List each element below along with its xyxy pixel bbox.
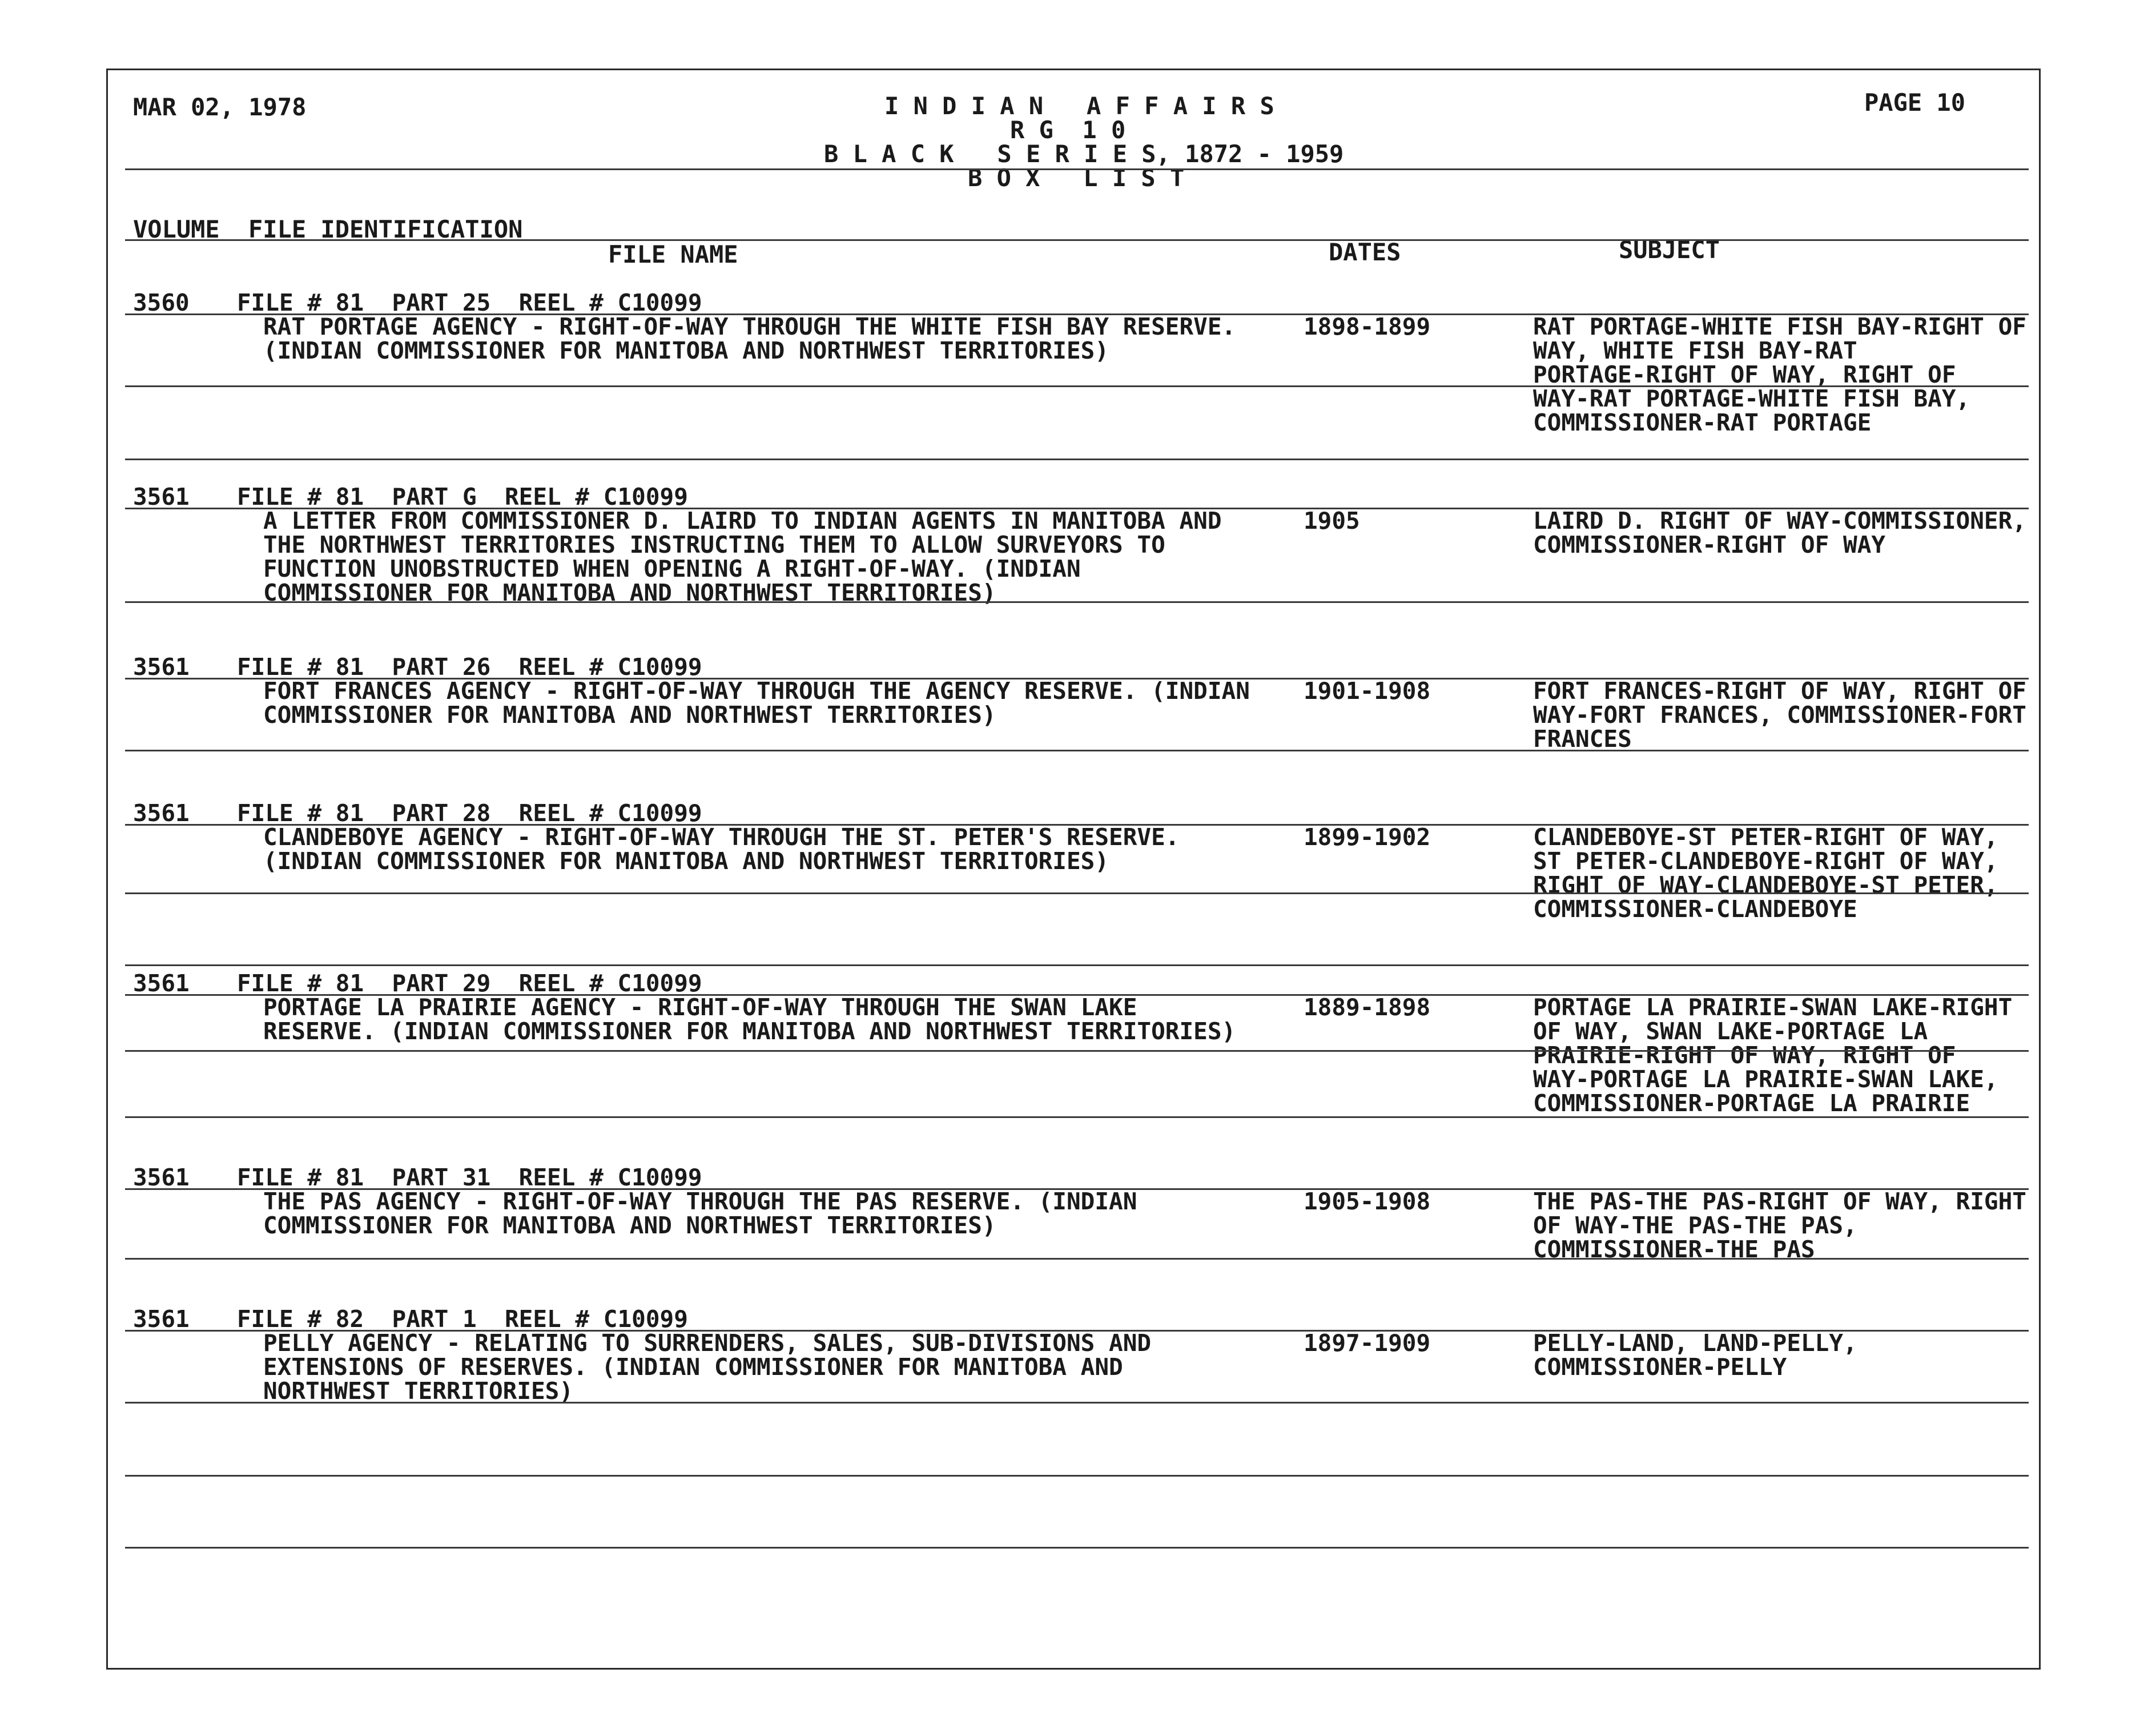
header-rule [125,168,2029,170]
entry-subject-line: PELLY-LAND, LAND-PELLY, [1533,1329,1857,1357]
entry-file-name-line: RESERVE. (INDIAN COMMISSIONER FOR MANITOBA AND NORTHWEST TERRITORIES) [263,1018,1236,1045]
entry-volume: 3561 [133,799,190,827]
report-date: MAR 02, 1978 [133,93,307,121]
entry-subject-line: WAY-FORT FRANCES, COMMISSIONER-FORT [1533,701,2026,729]
entry-file-name-line: (INDIAN COMMISSIONER FOR MANITOBA AND NORTHWEST TERRITORIES) [263,337,1109,364]
entry-file-identification: FILE # 81 PART G REEL # C10099 [237,483,688,510]
col-file-name-header: FILE NAME [608,240,738,268]
entry-file-name-line: RAT PORTAGE AGENCY - RIGHT-OF-WAY THROUGH THE WHITE FISH BAY RESERVE. [263,313,1236,340]
col-dates-header: DATES [1329,238,1401,266]
entry-volume: 3561 [133,970,190,997]
title-line-2: R G 1 0 [1010,116,1126,144]
entry-subject-line: PORTAGE LA PRAIRIE-SWAN LAKE-RIGHT [1533,994,2013,1021]
entry-file-name-line: PELLY AGENCY - RELATING TO SURRENDERS, SALES, SUB-DIVISIONS AND [263,1329,1152,1357]
entry-dates: 1905-1908 [1304,1188,1431,1215]
col-volume-header: VOLUME [133,215,220,243]
entry-volume: 3560 [133,289,190,316]
entry-file-identification: FILE # 81 PART 31 REEL # C10099 [237,1164,702,1191]
entry-rule [125,1188,2029,1190]
entry-file-identification: FILE # 81 PART 29 REEL # C10099 [237,970,702,997]
row-rule [125,1547,2029,1549]
entry-dates: 1905 [1304,507,1360,534]
entry-file-identification: FILE # 81 PART 28 REEL # C10099 [237,799,702,827]
entry-file-name-line: FUNCTION UNOBSTRUCTED WHEN OPENING A RIGHT-OF-WAY. (INDIAN [263,555,1081,582]
row-rule [125,601,2029,603]
entry-file-identification: FILE # 82 PART 1 REEL # C10099 [237,1305,688,1333]
entry-rule [125,824,2029,826]
entry-dates: 1899-1902 [1304,823,1431,851]
entry-file-name-line: FORT FRANCES AGENCY - RIGHT-OF-WAY THROUGH THE AGENCY RESERVE. (INDIAN [263,677,1250,705]
entry-subject-line: COMMISSIONER-RAT PORTAGE [1533,409,1872,436]
entry-dates: 1898-1899 [1304,313,1431,340]
entry-subject-line: RAT PORTAGE-WHITE FISH BAY-RIGHT OF [1533,313,2026,340]
column-header-rule [125,239,2029,241]
entry-dates: 1889-1898 [1304,994,1431,1021]
entry-file-name-line: THE NORTHWEST TERRITORIES INSTRUCTING THEM TO ALLOW SURVEYORS TO [263,531,1165,558]
title-line-4: B O X L I S T [968,164,1185,192]
entry-file-identification: FILE # 81 PART 25 REEL # C10099 [237,289,702,316]
entry-dates: 1901-1908 [1304,677,1431,705]
entry-subject-line: COMMISSIONER-THE PAS [1533,1236,1815,1263]
entry-file-name-line: NORTHWEST TERRITORIES) [263,1377,574,1405]
entry-subject-line: RIGHT OF WAY-CLANDEBOYE-ST PETER, [1533,871,1998,899]
entry-rule [125,313,2029,315]
entry-rule [125,508,2029,509]
entry-volume: 3561 [133,483,190,510]
entry-subject-line: ST PETER-CLANDEBOYE-RIGHT OF WAY, [1533,847,1998,875]
entry-subject-line: COMMISSIONER-PORTAGE LA PRAIRIE [1533,1089,1970,1117]
entry-subject-line: PORTAGE-RIGHT OF WAY, RIGHT OF [1533,361,1956,388]
row-rule [125,1116,2029,1118]
entry-subject-line: THE PAS-THE PAS-RIGHT OF WAY, RIGHT [1533,1188,2026,1215]
entry-volume: 3561 [133,653,190,681]
row-rule [125,1050,2029,1052]
entry-file-name-line: EXTENSIONS OF RESERVES. (INDIAN COMMISSIONER FOR MANITOBA AND [263,1353,1123,1381]
row-rule [125,1402,2029,1404]
col-subject-header: SUBJECT [1619,236,1720,264]
entry-rule [125,994,2029,996]
entry-file-name-line: CLANDEBOYE AGENCY - RIGHT-OF-WAY THROUGH THE ST. PETER'S RESERVE. [263,823,1180,851]
page-number: PAGE 10 [1864,89,1966,116]
entry-file-identification: FILE # 81 PART 26 REEL # C10099 [237,653,702,681]
entry-subject-line: COMMISSIONER-CLANDEBOYE [1533,895,1857,923]
row-rule [125,892,2029,894]
entry-subject-line: WAY-PORTAGE LA PRAIRIE-SWAN LAKE, [1533,1065,1998,1093]
entry-subject-line: COMMISSIONER-RIGHT OF WAY [1533,531,1886,558]
entry-file-name-line: COMMISSIONER FOR MANITOBA AND NORTHWEST TERRITORIES) [263,1212,996,1239]
row-rule [125,1258,2029,1260]
entry-rule [125,678,2029,679]
row-rule [125,459,2029,460]
entry-subject-line: FORT FRANCES-RIGHT OF WAY, RIGHT OF [1533,677,2026,705]
entry-subject-line: WAY, WHITE FISH BAY-RAT [1533,337,1857,364]
row-rule [125,750,2029,751]
col-file-identification-header: FILE IDENTIFICATION [248,215,523,243]
entry-file-name-line: COMMISSIONER FOR MANITOBA AND NORTHWEST TERRITORIES) [263,701,996,729]
row-rule [125,1475,2029,1477]
entry-subject-line: PRAIRIE-RIGHT OF WAY, RIGHT OF [1533,1042,1956,1069]
entry-file-name-line: A LETTER FROM COMMISSIONER D. LAIRD TO INDIAN AGENTS IN MANITOBA AND [263,507,1222,534]
entry-volume: 3561 [133,1164,190,1191]
entry-subject-line: COMMISSIONER-PELLY [1533,1353,1787,1381]
entry-subject-line: CLANDEBOYE-ST PETER-RIGHT OF WAY, [1533,823,1998,851]
entry-file-name-line: COMMISSIONER FOR MANITOBA AND NORTHWEST TERRITORIES) [263,579,996,606]
entry-subject-line: OF WAY, SWAN LAKE-PORTAGE LA [1533,1018,1928,1045]
entry-subject-line: WAY-RAT PORTAGE-WHITE FISH BAY, [1533,385,1970,412]
row-rule [125,964,2029,966]
entry-subject-line: FRANCES [1533,725,1632,753]
row-rule [125,385,2029,387]
entry-file-name-line: THE PAS AGENCY - RIGHT-OF-WAY THROUGH THE PAS RESERVE. (INDIAN [263,1188,1137,1215]
entry-subject-line: OF WAY-THE PAS-THE PAS, [1533,1212,1857,1239]
entry-subject-line: LAIRD D. RIGHT OF WAY-COMMISSIONER, [1533,507,2026,534]
entry-rule [125,1330,2029,1332]
title-line-1: I N D I A N A F F A I R S [884,92,1274,120]
entry-file-name-line: (INDIAN COMMISSIONER FOR MANITOBA AND NORTHWEST TERRITORIES) [263,847,1109,875]
entry-dates: 1897-1909 [1304,1329,1431,1357]
entry-file-name-line: PORTAGE LA PRAIRIE AGENCY - RIGHT-OF-WAY THROUGH THE SWAN LAKE [263,994,1137,1021]
box-list-sheet [106,69,2041,1670]
title-line-3: B L A C K S E R I E S, 1872 - 1959 [824,140,1344,168]
entry-volume: 3561 [133,1305,190,1333]
